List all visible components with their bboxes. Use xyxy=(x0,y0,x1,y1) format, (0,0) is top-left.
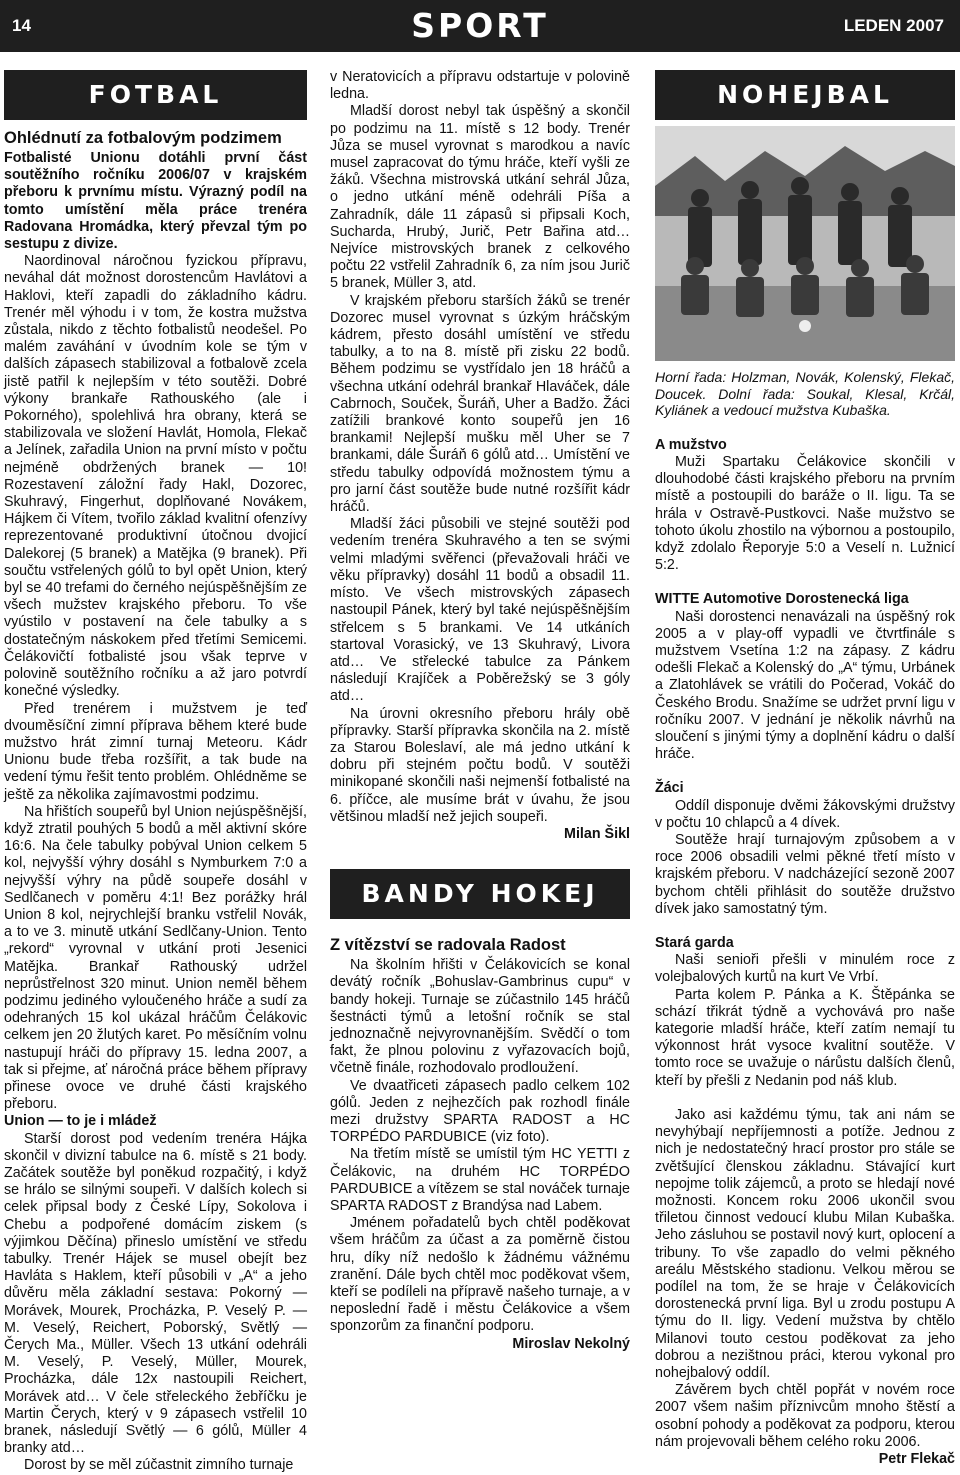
fotbal-paragraph: Před trenérem i mužstvem je teď dvouměsíční zimní příprava během které bude mužstvo hrát zimní turnaj Meteoru. Kádr Unionu bude třeba rozšířit, a tak bude na vedení týmu řešit tento problém. Ohlédněme se ještě za několika zajímavostmi podzimu. xyxy=(4,700,307,803)
nohejbal-column xyxy=(655,70,955,1468)
fotbal-paragraph: V krajském přeboru starších žáků se trenér Dozorec musel vyrovnat s úzkým hráčským kádrem, přesto dosáhl umístění ve středu tabulky, a to na 8. místě při zisku 22 bodů. Během podzimu se vystřídalo jen 18 hráčů a všechna utkání odehrál brankař Hlaváček, dále Cabrnoch, Souček, Šuráň, Uher a Badžo. Žáci zatížili brankové konto soupeřů jen 16 brankami! Nejlepší mušku měl Uher se 7 brankami, dále Šuráň 6 gólů atd… Umístění ve středu tabulky odpovídá možnostem týmu a pro jarní část soutěže bude nutné rozšířit kádr hráčů. xyxy=(330,292,630,516)
page-number: 14 xyxy=(12,16,31,35)
fotbal-paragraph: Dorost by se měl zúčastnit zimního turnaje xyxy=(24,1457,294,1474)
bandy-author: Miroslav Nekolný xyxy=(512,1335,630,1352)
nohejbal-paragraph: Parta kolem P. Pánka a K. Štěpánka se schází třikrát týdně a vychovává pro naše kategorie mladší hráče, kteří zatím nemají tu výkonnost hrát vysoce kvalitní soutěže. V tomto roce se uvažuje o nárůstu dalších členů, kteří by přešli z Nedanin pod náš klub. xyxy=(655,986,955,1089)
team-photo xyxy=(655,126,955,361)
section-title: SPORT xyxy=(411,6,549,45)
nohejbal-paragraph: Muži Spartaku Čelákovice skončili v dlouhodobé části krajského přeboru na prvním místě a postoupili do baráže o II. ligu. Ta se hrála v Ostravě-Pustkovci. Naše mužstvo se tohoto úkolu zhostilo na výbornou a postoupilo, když zdolalo Řeporyje 5:0 a Veselí n. Lužnicí 5:2. xyxy=(655,453,955,574)
fotbal-paragraph: Mladší dorost nebyl tak úspěšný a skončil po podzimu na 11. místě s 12 body. Trenér Jůza se musel vyrovnat s marodkou a navíc musel zapracovat do týmu hráče, kteří vyšli ze žáků. Všechna mistrovská utkání sehrál Jůza, o jedno utkání méně odehráli Píša a Zahradník, dále 11 zápasů si připsali Koch, Sucharda, Hrubý, Jurič, Petr Bařina atd… Nejvíce mistrovských branek z celkového počtu 22 vstřelil Zahradník 6, za ním jsou Jurič 5 branek, Müller 3, atd. xyxy=(330,103,630,292)
fotbal-lead: Fotbalisté Unionu dotáhli první část soutěžního ročníku 2006/07 v krajském přeboru k prvnímu místu. Výrazný podíl na tomto umístění měla práce trenéra Radovana Hromádka, který převzal tým po sestupu z divize. xyxy=(4,150,307,253)
bandy-banner: BANDY HOKEJ xyxy=(330,869,630,919)
fotbal-paragraph: Mladší žáci působili ve stejné soutěži pod vedením trenéra Skuhravého a ten se svými velmi mladými svěřenci (převažovali hráči ve věku přípravky) dosáhl 11 bodů a obsadil 11. místo. Ve všech mistrovských zápasech nastoupil Pánek, který byl také nejúspěšnějším střelcem s 5 brankami. Ve 14 utkáních startoval Vorasický, ve 13 Skuhravý, Livora atd… Ve střelecké tabulce za Pánkem následují Krajíček a Poběrežský se 3 góly atd… xyxy=(330,516,630,705)
fotbal-paragraph: v Neratovicích a přípravu odstartuje v polovině ledna. xyxy=(330,69,630,103)
issue-date: LEDEN 2007 xyxy=(843,16,944,35)
bandy-paragraph: Na školním hřišti v Čelákovicích se konal devátý ročník „Bohuslav-Gambrinus cupu“ v bandy hokeji. Turnaje se zúčastnilo 145 hráčů šestnácti týmů a letošní ročník se stal jednoznačně nejvyrovnanějším. Svědčí o tom fakt, že plnou polovinu z vyřazovacích bojů, včetně finále, rozhodovalo prodloužení. xyxy=(330,957,630,1077)
bandy-paragraph: Na třetím místě se umístil tým HC YETTI z Čelákovic, na druhém HC TORPÉDO PARDUBICE a vítězem se stal nováček turnaje SPARTA RADOST z Brandýsa nad Labem. xyxy=(330,1146,630,1214)
fotbal-column xyxy=(4,70,307,1475)
bandy-headline: Z vítězství se radovala Radost xyxy=(330,936,566,955)
nohejbal-paragraph: Naši senioři přešli v minulém roce z volejbalových kurtů na kurt Ve Vrbí. xyxy=(655,952,955,986)
nohejbal-paragraph: Jako asi každému týmu, tak ani nám se nevyhýbají nepříjemnosti a potíže. Jednou z nich je nedostatečný hrací prostor pro stále se zvětšující členskou základnu. Stávající kurt nepojme tolik zájemců, a proto se hledají nové možnosti. Koncem roku 2006 ukončil svou třiletou činnost vedoucí klubu Milan Kubaška. Jeho zásluhou se postavil nový kurt, oplocení a tribuny. To vše zapadlo do velmi pěkného areálu Městského stadionu. Velkou měrou se podílel na tom, že se hraje v Čelákovicích dorostenecká první liga. Byl u zrodu postupu A týmu do II. ligy. Vedení mužstva by chtělo Milanovi touto cestou poděkovat za jeho dobrou a nezištnou práci, kterou vykonal pro nohejbalový oddíl. xyxy=(655,1106,955,1381)
nohejbal-subheading: Stará garda xyxy=(655,935,734,952)
fotbal-headline: Ohlédnutí za fotbalovým podzimem xyxy=(4,129,282,147)
team-photo-image xyxy=(655,126,955,361)
nohejbal-paragraph: Závěrem bych chtěl popřát v novém roce 2007 všem našim příznivcům mnoho štěstí a osobní pohody a poděkovat za podporu, kterou nám projevovali během celého roku 2006. xyxy=(655,1382,955,1450)
nohejbal-author: Petr Flekač xyxy=(878,1450,955,1467)
nohejbal-paragraph: Naši dorostenci nenavázali na úspěšný rok 2005 a v play-off vypadli ve čtvrtfinále s mužstvem Vsetína 1:2 na zápasy. Z kádru odešli Flekač a Kolenský do „A“ týmu, Urbánek a Zlatohlávek se vrátili do Počerad, Vokáč do Českého Brodu. Snažíme se udržet první ligu v ročníku 2007. V jednání je několik návrhů na sloučení s jinými týmy a doplnění kádru o další hráče. xyxy=(655,608,955,763)
nohejbal-subheading: WITTE Automotive Dorostenecká liga xyxy=(655,591,909,608)
nohejbal-subheading: Žáci xyxy=(655,780,684,797)
fotbal-banner: FOTBAL xyxy=(4,70,307,120)
fotbal-paragraph: Naordinoval náročnou fyzickou přípravu, neváhal dát možnost dorostencům Havlátovi a Haklovi, kteří zapadli do základního kádru. Trenér měl výhodu i v tom, že kostra mužstva zůstala, nikdo z těchto fotbalistů neodešel. Po malém zaváhání v úvodním kole se tým v dalších zápasech stabilizoval a fotbalově zcela jistě patřil k nejlepším v této soutěži. Dobré výkony brankaře Rathouského (ale i Pokorného), spolehlivá hra obrany, která se stabilizovala ve složení Havlát, Homola, Flekač a Jelínek, zařadila Union na první místo v počtu nejméně obdržených branek — 10! Rozestavení záložní řady Hakl, Dozorec, Skuhravý, Fingerhut, doplňované Novákem, Hájkem či Vítem, tvořilo základ kvalitní ofenzívy reprezentované produktivní útočnou dvojicí Dalekorej (5 branek) a Matějka (9 branek). Při součtu vstřelených gólů to byl opět Union, který byl se 40 trefami do černého nejúspěšnějším ze všech mužstev krajského přeboru. To vše vyústilo v postavení na čele tabulky a s dostatečným náskokem před třetími Semicemi. Čelákovičtí fotbalisté jsou však teprve v polovině soutěžního ročníku a až jaro potvrdí konečné výsledky. xyxy=(4,253,307,700)
nohejbal-paragraph: Oddíl disponuje dvěmi žákovskými družstvy v počtu 10 chlapců a 4 dívek. xyxy=(655,797,955,831)
bandy-paragraph: Ve dvaatřiceti zápasech padlo celkem 102 gólů. Jeden z nejhezčích pak rozhodl finále mezi družstvy SPARTA RADOST a HC TORPÉDO PARDUBICE (viz foto). xyxy=(330,1077,630,1146)
fotbal-subheading: Union — to je i mládež xyxy=(4,1113,157,1130)
fotbal-author: Milan Šikl xyxy=(564,825,630,842)
photo-caption: Horní řada: Holzman, Novák, Kolenský, Flekač, Doucek. Dolní řada: Soukal, Klesal, Krčál, Kyliánek a vedoucí mužstva Kubaška. xyxy=(655,369,955,419)
bandy-paragraph: Jménem pořadatelů bych chtěl poděkovat všem hráčům za účast a za poměrně čistou hru, díky níž nedošlo k žádnému vážnému zranění. Dále bych chtěl moc poděkovat všem, kteří se podíleli na přípravě našeho turnaje, a v neposlední řadě i městu Čelákovice a všem sponzorům za finanční podporu. xyxy=(330,1215,630,1335)
fotbal-paragraph: Starší dorost pod vedením trenéra Hájka skončil v divizní tabulce na 6. místě s 21 body. Začátek soutěže byl poněkud rozpačitý, i když se hrálo se silnými soupeři. V dalších kolech si celek připsal body z České Lípy, Sokolova i Chebu a podpořené domácím ziskem (s výjimkou Děčína) přineslo umístění ve středu tabulky. Trenér Hájek se musel obejít bez Havláta s Haklem, kteří působili v „A“ a jeho důvěru měla základní sestava: Pokorný — Morávek, Mourek, Procházka, P. Veselý P. — M. Veselý, Reichert, Poborský, Světlý — Čerych Ma., Müller. Všech 13 utkání odehráli M. Veselý, P. Veselý, Müller, Mourek, Procházka, dále 12x nastoupili Reichert, Morávek atd… V čele střeleckého žebříčku je Martin Čerych, který v 9 zápasech vstřelil 10 branek, následují Světlý — 6 gólů, Müller 4 branky atd… xyxy=(4,1130,307,1457)
middle-column xyxy=(330,69,630,1353)
fotbal-paragraph: Na úrovni okresního přeboru hrály obě přípravky. Starší přípravka skončila na 2. místě za Starou Boleslaví, ale má jedno utkání k dobru při stejném počtu bodů. V soutěži minikopané skončili naši nejmenší fotbalisté na 6. příčce, ale musíme brát v úvahu, že jsou většinou mladší než jejich soupeři. xyxy=(330,705,630,825)
nohejbal-subheading: A mužstvo xyxy=(655,436,727,453)
fotbal-paragraph: Na hřištích soupeřů byl Union nejúspěšnější, když ztratil pouhých 5 bodů a měl aktivní skóre 16:6. Na čele tabulky pobýval Union celkem 5 kol, nejvyšší výhry dosáhl s Nymburkem 7:0 a nejvyšší výhry na půdě soupeře dosáhl v Sedlčanech v poměru 4:1! Bez porážky hrál Union 8 kol, nejrychlejší branku vstřelil Novák, a to ve 3. minutě utkání Sedlčany-Union. Tento „rekord“ vyrovnal v utkání proti Jesenici Matějka. Brankař Rathouský udržel neprůstřelnost 320 minut. Union neměl během podzimu jediného vyloučeného hráče a sudí za odehraných 15 kol ukázal hráčům Čelákovic celkem jen 20 žlutých karet. Po měsíčním volnu nastupují hráči do přípravy 15. ledna 2007, a tak si přejme, ať náročná práce během přípravy přinese ovoce ve druhé části krajského přeboru. xyxy=(4,803,307,1113)
nohejbal-banner: NOHEJBAL xyxy=(655,70,955,120)
page-header-bar xyxy=(0,0,960,52)
nohejbal-paragraph: Soutěže hrají turnajovým způsobem a v roce 2006 obsadili velmi pěkné třetí místo v krajském přeboru. V nadcházející sezoně 2007 bychom chtěli přihlásit do soutěže družstvo dívek jako samostatný tým. xyxy=(655,832,955,917)
